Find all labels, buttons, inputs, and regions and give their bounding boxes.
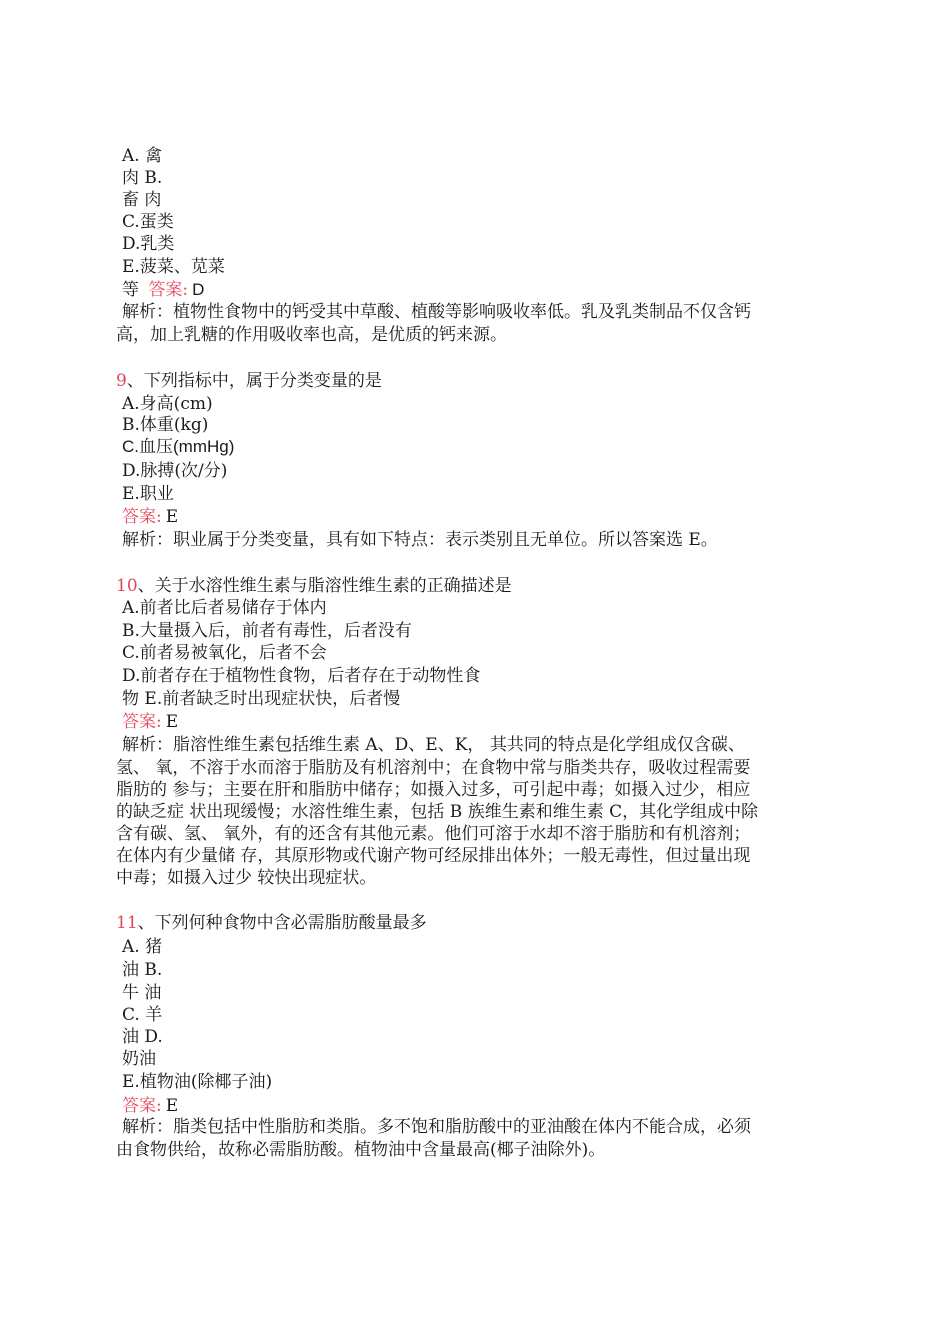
- option-line: D.乳类: [122, 234, 175, 254]
- option-line: 牛 油: [122, 983, 162, 1003]
- option-line: 畜 肉: [122, 190, 162, 210]
- analysis-line: 含有碳、氢、 氧外，有的还含有其他元素。他们可溶于水却不溶于脂肪和有机溶剂；: [116, 824, 751, 844]
- question-number: 11: [116, 913, 138, 933]
- analysis-line: 的缺乏症 状出现缓慢；水溶性维生素，包括 B 族维生素和维生素 C，其化学组成中除: [116, 802, 759, 822]
- option-line: 奶油: [122, 1049, 156, 1069]
- option-line: E.菠菜、苋菜: [122, 257, 225, 277]
- option-line: C. 羊: [122, 1005, 163, 1025]
- analysis-line: 由食物供给，故称必需脂肪酸。植物油中含量最高(椰子油除外)。: [116, 1140, 606, 1160]
- answer-line: [122, 1095, 178, 1117]
- option-a: A.前者比后者易储存于体内: [122, 598, 327, 618]
- option-line: A. 猪: [122, 937, 163, 957]
- question-text: 、下列何种食物中含必需脂肪酸量最多: [137, 913, 427, 933]
- analysis-line: 高，加上乳糖的作用吸收率也高，是优质的钙来源。: [116, 325, 507, 345]
- option-c: C.血压(mmHg): [122, 437, 235, 456]
- option-line: 油 D.: [122, 1027, 163, 1047]
- analysis-line: 脂肪的 参与；主要在肝和脂肪中储存；如摄入过多，可引起中毒；如摄入过少，相应: [116, 780, 751, 800]
- answer-line: [122, 279, 204, 301]
- answer-value: D: [192, 280, 205, 299]
- option-c: C.前者易被氧化，后者不会: [122, 643, 327, 663]
- question-text: 、下列指标中，属于分类变量的是: [126, 371, 382, 391]
- analysis-line: 在体内有少量储 存，其原形物或代谢产物可经尿排出体外；一般无毒性，但过量出现: [116, 846, 751, 866]
- option-line: C.蛋类: [122, 212, 174, 232]
- analysis-line: 解析：脂溶性维生素包括维生素 A、D、E、K， 其共同的特点是化学组成仅含碳、: [122, 735, 745, 755]
- answer-value: E: [165, 507, 179, 527]
- answer-prefix: 等: [122, 280, 145, 300]
- answer-value: E: [165, 712, 179, 732]
- question-title: [116, 912, 427, 934]
- option-a: A.身高(cm): [122, 394, 213, 414]
- question-number: 10: [116, 576, 138, 596]
- option-b: B.体重(kg): [122, 415, 209, 435]
- question-title: [116, 575, 512, 597]
- option-b: B.大量摄入后，前者有毒性，后者没有: [122, 621, 412, 641]
- option-line: 肉 B.: [122, 168, 163, 188]
- analysis-line: 氢、 氧，不溶于水而溶于脂肪及有机溶剂中；在食物中常与脂类共存，吸收过程需要: [116, 758, 751, 778]
- answer-value: E: [165, 1096, 179, 1116]
- answer-line: [122, 711, 178, 733]
- option-d: D.脉搏(次/分): [122, 461, 228, 481]
- answer-label: 答案:: [148, 280, 189, 300]
- answer-line: [122, 506, 178, 528]
- option-e: 物 E.前者缺乏时出现症状快，后者慢: [122, 689, 401, 709]
- question-title: [116, 370, 382, 392]
- option-line: A. 禽: [122, 146, 163, 166]
- analysis-line: 解析：职业属于分类变量，具有如下特点：表示类别且无单位。所以答案选 E。: [122, 530, 718, 550]
- answer-label: 答案:: [122, 1096, 162, 1116]
- question-text: 、关于水溶性维生素与脂溶性维生素的正确描述是: [137, 576, 512, 596]
- analysis-line: 解析：脂类包括中性脂肪和类脂。多不饱和脂肪酸中的亚油酸在体内不能合成，必须: [122, 1117, 751, 1137]
- analysis-line: 解析：植物性食物中的钙受其中草酸、植酸等影响吸收率低。乳及乳类制品不仅含钙: [122, 302, 751, 322]
- option-d: D.前者存在于植物性食物，后者存在于动物性食: [122, 666, 481, 686]
- option-e: E.植物油(除椰子油): [122, 1072, 273, 1092]
- analysis-line: 中毒；如摄入过少 较快出现症状。: [116, 868, 377, 888]
- question-number: 9: [116, 371, 127, 391]
- answer-label: 答案:: [122, 507, 162, 527]
- answer-label: 答案:: [122, 712, 162, 732]
- option-e: E.职业: [122, 484, 174, 504]
- option-line: 油 B.: [122, 960, 163, 980]
